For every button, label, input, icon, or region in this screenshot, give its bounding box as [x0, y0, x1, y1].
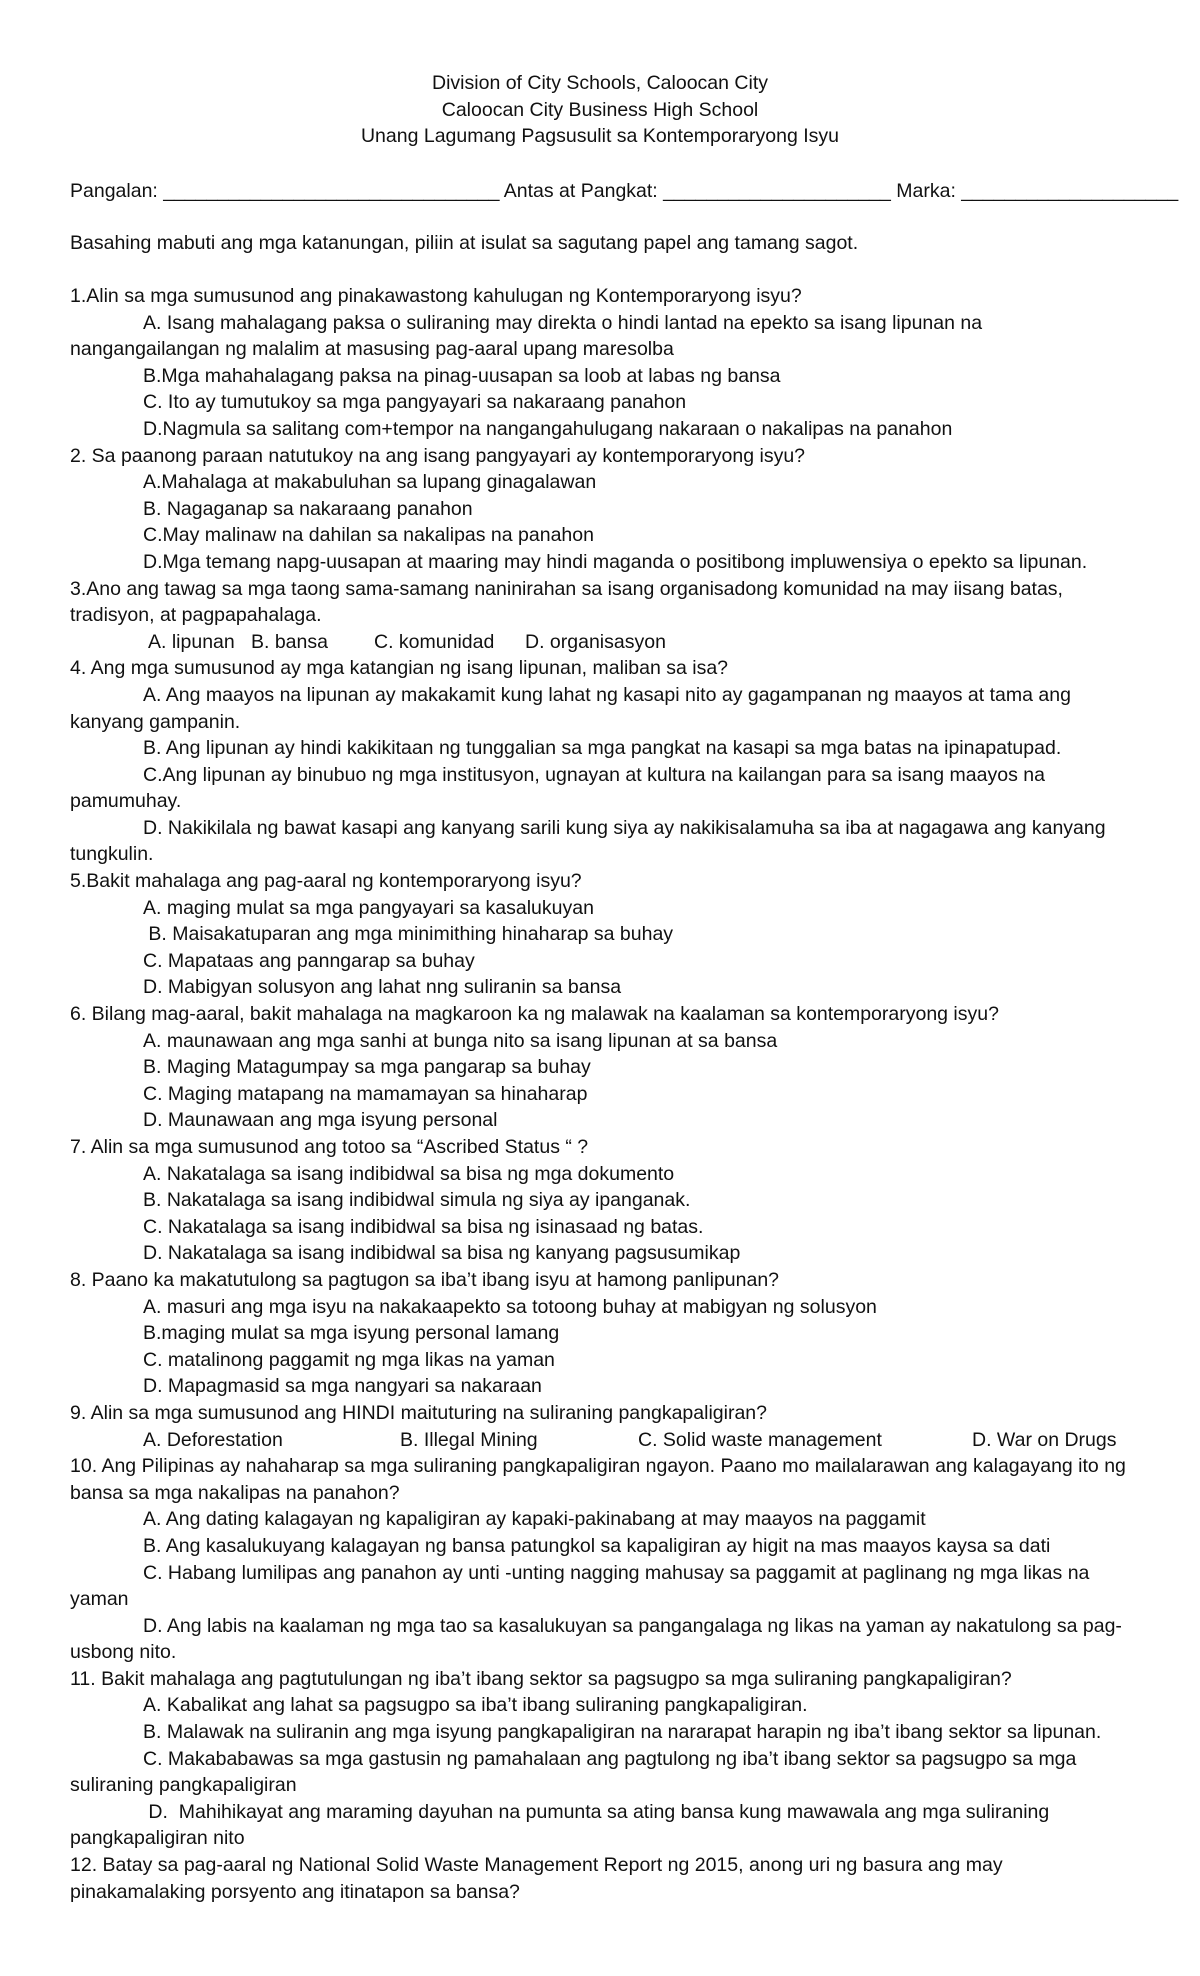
question-10-option-d: D. Ang labis na kaalaman ng mga tao sa kasalukuyan sa pangangalaga ng likas na yaman ay nakatulong sa pag-usbong nito. [70, 1614, 1122, 1664]
question-7-option-d: D. Nakatalaga sa isang indibidwal sa bisa ng kanyang pagsusumikap [143, 1242, 741, 1265]
exam-title: Unang Lagumang Pagsusulit sa Kontemporaryong Isyu [360, 125, 840, 148]
question-1-option-c: C. Ito ay tumutukoy sa mga pangyayari sa nakaraang panahon [143, 391, 687, 414]
question-5: 5.Bakit mahalaga ang pag-aaral ng kontemporaryong isyu? [70, 870, 582, 893]
question-10: 10. Ang Pilipinas ay nahaharap sa mga suliraning pangkapaligiran ngayon. Paano mo mailalarawan ang kalagayang ito ng bansa sa mga nakalipas na panahon? [70, 1455, 1126, 1504]
question-7-option-c: C. Nakatalaga sa isang indibidwal sa bisa ng isinasaad ng batas. [143, 1215, 704, 1238]
question-4-option-c: C.Ang lipunan ay binubuo ng mga institusyon, ugnayan at kultura na kailangan para sa isang maayos na pamumuhay. [70, 763, 1045, 813]
question-1: 1.Alin sa mga sumusunod ang pinakawastong kahulugan ng Kontemporaryong isyu? [70, 285, 802, 307]
question-6-option-c: C. Maging matapang na mamamayan sa hinaharap [143, 1082, 588, 1105]
question-9: 9. Alin sa mga sumusunod ang HINDI maituturing na suliraning pangkapaligiran? [70, 1401, 767, 1424]
question-7-option-b: B. Nakatalaga sa isang indibidwal simula ng siya ay ipanganak. [143, 1189, 691, 1212]
question-9-options [70, 1427, 1130, 1454]
question-6-option-a: A. maunawaan ang mga sanhi at bunga nito sa isang lipunan at sa bansa [143, 1029, 778, 1052]
question-2: 2. Sa paanong paraan natutukoy na ang isang pangyayari ay kontemporaryong isyu? [70, 444, 806, 467]
question-10-option-a: A. Ang dating kalagayan ng kapaligiran ay kapaki-pakinabang at may maayos na paggamit [143, 1508, 926, 1531]
question-9-option-c: C. Solid waste management [638, 1428, 882, 1451]
question-8-option-a: A. masuri ang mga isyu na nakakaapekto sa totoong buhay at mabigyan ng solusyon [143, 1295, 877, 1318]
question-11-option-a: A. Kabalikat ang lahat sa pagsugpo sa iba’t ibang suliraning pangkapaligiran. [143, 1694, 808, 1717]
question-2-option-d: D.Mga temang napg-uusapan at maaring may hindi maganda o positibong impluwensiya o epekto sa lipunan. [143, 550, 1088, 573]
question-list [70, 283, 1130, 1905]
question-4-option-b: B. Ang lipunan ay hindi kakikitaan ng tunggalian sa mga pangkat na kasapi sa mga batas na ipinapatupad. [143, 737, 1062, 760]
question-9-option-b: B. Illegal Mining [400, 1428, 538, 1451]
question-3-option-c: C. komunidad [374, 630, 495, 653]
question-6-option-b: B. Maging Matagumpay sa mga pangarap sa buhay [143, 1056, 591, 1079]
question-2-option-a: A.Mahalaga at makabuluhan sa lupang ginagalawan [143, 471, 597, 494]
question-8-option-c: C. matalinong paggamit ng mga likas na yaman [143, 1348, 555, 1371]
question-11-option-b: B. Malawak na suliranin ang mga isyung pangkapaligiran na nararapat harapin ng iba’t ibang sektor sa lipunan. [143, 1721, 1102, 1744]
question-11-option-d: D. Mahihikayat ang maraming dayuhan na pumunta sa ating bansa kung mawawala ang mga suliraning pangkapaligiran nito [70, 1800, 1055, 1850]
question-8-option-d: D. Mapagmasid sa mga nangyari sa nakaraan [143, 1375, 542, 1398]
question-10-option-b: B. Ang kasalukuyang kalagayan ng bansa patungkol sa kapaligiran ay higit na mas maayos kaysa sa dati [143, 1534, 1051, 1557]
exam-header [0, 70, 1200, 150]
question-5-option-a: A. maging mulat sa mga pangyayari sa kasalukuyan [143, 896, 594, 919]
question-3-options [70, 629, 1130, 656]
question-7-option-a: A. Nakatalaga sa isang indibidwal sa bisa ng mga dokumento [143, 1162, 675, 1185]
question-3-option-b: B. bansa [251, 630, 328, 653]
question-5-option-c: C. Mapataas ang panngarap sa buhay [143, 949, 475, 972]
question-9-option-d: D. War on Drugs [972, 1428, 1117, 1451]
question-6-option-d: D. Maunawaan ang mga isyung personal [143, 1109, 498, 1132]
student-info-line: Pangalan: _______________________________ Antas at Pangkat: _____________________ Marka: ____________________ [70, 180, 1179, 202]
question-1-option-b: B.Mga mahahalagang paksa na pinag-uusapan sa loob at labas ng bansa [143, 364, 781, 387]
question-6: 6. Bilang mag-aaral, bakit mahalaga na magkaroon ka ng malawak na kaalaman sa kontemporaryong isyu? [70, 1003, 999, 1026]
question-4-option-a: A. Ang maayos na lipunan ay makakamit kung lahat ng kasapi nito ay gagampanan ng maayos at tama ang kanyang gampanin. [70, 683, 1071, 733]
school-name: Caloocan City Business High School [441, 98, 759, 121]
question-1-option-a: A. Isang mahalagang paksa o suliraning may direkta o hindi lantad na epekto sa isang lipunan na nangangailangan ng malalim at masusing pag-aaral upang maresolba [70, 311, 983, 361]
question-3-option-a: A. lipunan [148, 630, 235, 653]
question-2-option-c: C.May malinaw na dahilan sa nakalipas na panahon [143, 524, 594, 547]
question-8-option-b: B.maging mulat sa mga isyung personal lamang [143, 1322, 560, 1345]
question-5-option-b: B. Maisakatuparan ang mga minimithing hinaharap sa buhay [143, 923, 674, 946]
question-4: 4. Ang mga sumusunod ay mga katangian ng isang lipunan, maliban sa isa? [70, 657, 729, 680]
question-11: 11. Bakit mahalaga ang pagtutulungan ng iba’t ibang sektor sa pagsugpo sa mga suliraning pangkapaligiran? [70, 1667, 1012, 1690]
question-5-option-d: D. Mabigyan solusyon ang lahat nng suliranin sa bansa [143, 976, 622, 999]
question-1-option-d: D.Nagmula sa salitang com+tempor na nangangahulugang nakaraan o nakalipas na panahon [143, 417, 953, 440]
question-11-option-c: C. Makababawas sa mga gastusin ng pamahalaan ang pagtulong ng iba’t ibang sektor sa pagsugpo sa mga suliraning pangkapaligiran [70, 1747, 1077, 1797]
question-8: 8. Paano ka makatutulong sa pagtugon sa iba’t ibang isyu at hamong panlipunan? [70, 1268, 780, 1291]
question-12: 12. Batay sa pag-aaral ng National Solid Waste Management Report ng 2015, anong uri ng basura ang may pinakamalaking porsyento ang itinatapon sa bansa? [70, 1854, 1003, 1903]
question-7: 7. Alin sa mga sumusunod ang totoo sa “Ascribed Status “ ? [70, 1136, 589, 1158]
question-3-option-d: D. organisasyon [525, 630, 666, 653]
question-4-option-d: D. Nakikilala ng bawat kasapi ang kanyang sarili kung siya ay nakikisalamuha sa iba at nagagawa ang kanyang tungkulin. [70, 816, 1106, 866]
question-2-option-b: B. Nagaganap sa nakaraang panahon [143, 497, 473, 520]
instructions: Basahing mabuti ang mga katanungan, piliin at isulat sa sagutang papel ang tamang sagot. [70, 232, 859, 254]
question-9-option-a: A. Deforestation [143, 1428, 283, 1451]
question-3: 3.Ano ang tawag sa mga taong sama-samang naninirahan sa isang organisadong komunidad na may iisang batas, tradisyon, at pagpapahalaga. [70, 577, 1063, 627]
division-title: Division of City Schools, Caloocan City [432, 72, 768, 94]
question-10-option-c: C. Habang lumilipas ang panahon ay unti -unting nagging mahusay sa paggamit at paglinang ng mga likas na yaman [70, 1561, 1090, 1611]
